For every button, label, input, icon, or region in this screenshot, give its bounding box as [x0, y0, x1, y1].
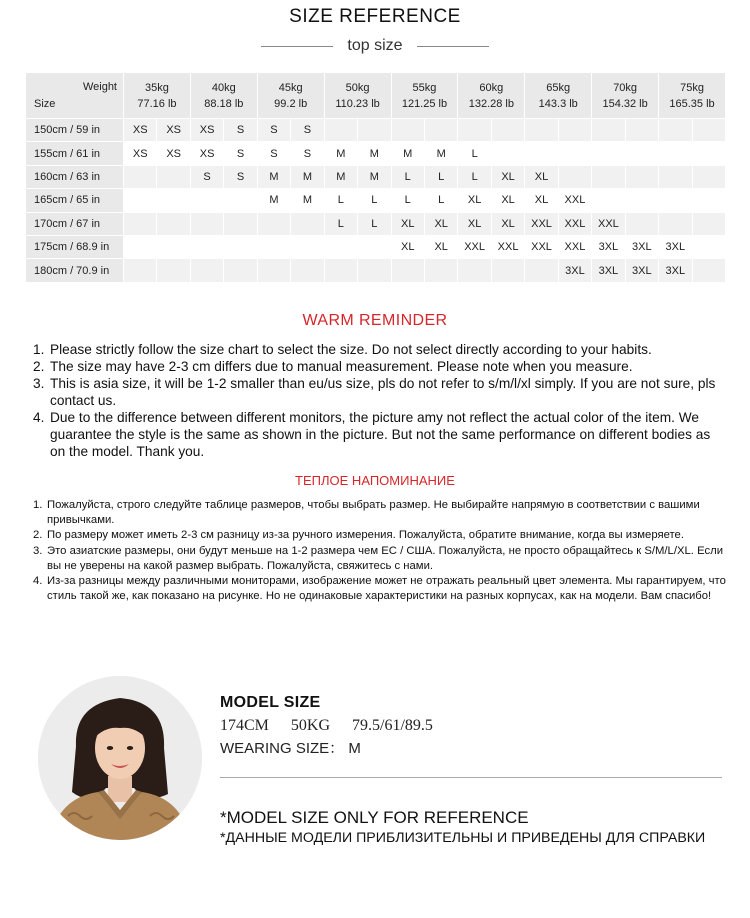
size-cell: S	[291, 142, 324, 165]
warm-reminder-number: 4.	[33, 410, 45, 425]
size-cell	[291, 235, 324, 258]
size-cell	[190, 189, 223, 212]
weight-kg: 35kg	[145, 81, 169, 94]
warm-reminder-list	[33, 341, 723, 460]
table-row	[26, 142, 726, 165]
size-cell: XXL	[558, 212, 591, 235]
size-cell	[124, 189, 157, 212]
size-cell	[224, 259, 257, 282]
size-cell	[157, 189, 190, 212]
size-cell: XL	[525, 165, 558, 188]
size-cell: 3XL	[592, 259, 625, 282]
ru-reminder-item	[33, 498, 733, 528]
weight-header	[391, 73, 458, 119]
size-cell	[124, 165, 157, 188]
size-cell	[692, 235, 725, 258]
size-cell	[558, 142, 591, 165]
size-cell	[124, 259, 157, 282]
size-cell: L	[324, 189, 357, 212]
size-cell: XL	[491, 165, 524, 188]
weight-lb: 154.32 lb	[602, 97, 648, 110]
weight-lb: 110.23 lb	[335, 97, 380, 110]
size-cell	[424, 259, 457, 282]
ru-reminder-number: 2.	[33, 529, 43, 542]
size-cell: XS	[190, 142, 223, 165]
weight-header	[592, 73, 659, 119]
weight-kg: 70kg	[613, 81, 638, 94]
size-cell: L	[424, 165, 457, 188]
weight-lb: 132.28 lb	[468, 97, 514, 110]
size-cell: XL	[391, 212, 424, 235]
size-cell: M	[324, 165, 357, 188]
model-photo	[38, 676, 202, 840]
size-chart	[25, 72, 726, 283]
weight-header	[190, 73, 257, 119]
size-cell	[592, 119, 625, 142]
size-cell	[592, 165, 625, 188]
size-cell: 3XL	[625, 259, 658, 282]
size-cell: XXL	[525, 235, 558, 258]
size-cell	[157, 212, 190, 235]
ru-reminder-item	[33, 574, 733, 604]
size-cell: S	[224, 165, 257, 188]
size-cell	[659, 189, 692, 212]
size-cell	[324, 119, 357, 142]
size-cell	[391, 259, 424, 282]
size-cell: 3XL	[659, 235, 692, 258]
size-cell: L	[358, 212, 391, 235]
size-cell: M	[424, 142, 457, 165]
size-cell	[659, 165, 692, 188]
weight-kg: 55kg	[412, 81, 437, 94]
size-cell: XL	[424, 235, 457, 258]
size-cell: XL	[525, 189, 558, 212]
size-cell	[157, 235, 190, 258]
ru-reminder-text: По размеру может иметь 2-3 см разницу из-за ручного измерения. Пожалуйста, обратите внимание, когда вы измеряете.	[47, 529, 684, 542]
height-label: 165cm / 65 in	[26, 189, 124, 212]
size-cell	[324, 235, 357, 258]
weight-lb: 99.2 lb	[274, 97, 308, 110]
size-cell: XS	[157, 142, 190, 165]
size-cell: XS	[124, 119, 157, 142]
weight-header	[659, 73, 726, 119]
size-cell	[692, 212, 725, 235]
size-cell	[458, 119, 491, 142]
warm-reminder-number: 3.	[33, 376, 45, 391]
size-chart-header-row	[26, 73, 726, 119]
size-cell	[525, 119, 558, 142]
size-cell	[692, 259, 725, 282]
ru-reminder-text: Пожалуйста, строго следуйте таблице размеров, чтобы выбрать размер. Не выбирайте напрямую в соответствии с вашими привычками.	[47, 499, 700, 527]
size-cell: M	[291, 165, 324, 188]
model-note-ru: *ДАННЫЕ МОДЕЛИ ПРИБЛИЗИТЕЛЬНЫ И ПРИВЕДЕНЫ ДЛЯ СПРАВКИ	[220, 830, 706, 846]
size-cell: XXL	[458, 235, 491, 258]
ru-reminder-item	[33, 544, 733, 574]
warm-reminder-title: WARM REMINDER	[302, 312, 448, 329]
size-cell	[224, 212, 257, 235]
weight-lb: 121.25 lb	[401, 97, 448, 110]
weight-kg: 65kg	[546, 81, 571, 94]
page-title: SIZE REFERENCE	[289, 6, 461, 27]
model-size-title: MODEL SIZE	[220, 694, 321, 711]
size-cell	[291, 259, 324, 282]
height-label: 180cm / 70.9 in	[26, 259, 124, 282]
size-cell	[124, 235, 157, 258]
size-cell	[257, 212, 290, 235]
weight-kg: 45kg	[278, 81, 303, 94]
size-cell: S	[257, 119, 290, 142]
weight-kg: 75kg	[680, 81, 704, 94]
size-cell	[625, 189, 658, 212]
height-label: 150cm / 59 in	[26, 119, 124, 142]
ru-reminder-list	[33, 498, 733, 604]
size-cell	[659, 119, 692, 142]
size-cell	[625, 165, 658, 188]
weight-lb: 77.16 lb	[137, 97, 177, 110]
divider-right	[417, 46, 489, 47]
size-cell: XL	[491, 212, 524, 235]
ru-reminder-text: Это азиатские размеры, они будут меньше на 1-2 размера чем ЕС / США. Пожалуйста, не просто обращайтесь к S/M/L/XL. Если вы не уверены на какой размер выбрать. Пожалуйста, свяжитесь с нами.	[47, 544, 724, 572]
warm-reminder-text: This is asia size, it will be 1-2 smaller than eu/us size, pls do not refer to s/m/l/xl simply. If you are not sure, pls contact us.	[50, 376, 716, 408]
size-cell	[625, 212, 658, 235]
warm-reminder-item	[33, 358, 723, 375]
size-cell: 3XL	[592, 235, 625, 258]
size-cell: XXL	[592, 212, 625, 235]
size-cell	[358, 119, 391, 142]
size-cell	[190, 259, 223, 282]
size-cell: XS	[124, 142, 157, 165]
warm-reminder-number: 2.	[33, 359, 45, 374]
ru-reminder-number: 4.	[33, 575, 43, 588]
warm-reminder-text: Due to the difference between different monitors, the picture amy not reflect the actual color of the item. We guarantee the style is the same as shown in the picture. But not the same performance on different bodies as on the model. Thank you.	[50, 410, 711, 459]
size-cell	[190, 212, 223, 235]
weight-header	[124, 73, 191, 119]
subtitle-row	[0, 37, 750, 55]
weight-header	[458, 73, 525, 119]
size-cell	[558, 119, 591, 142]
size-cell	[124, 212, 157, 235]
warm-reminder-item	[33, 375, 723, 409]
size-cell	[558, 165, 591, 188]
weight-header	[525, 73, 592, 119]
model-wearing-size: WEARING SIZE： M	[220, 740, 361, 757]
size-cell	[491, 259, 524, 282]
size-cell	[592, 142, 625, 165]
size-cell	[224, 189, 257, 212]
size-cell: XL	[391, 235, 424, 258]
size-cell: XXL	[525, 212, 558, 235]
size-cell: 3XL	[558, 259, 591, 282]
size-cell: XS	[157, 119, 190, 142]
size-cell: L	[391, 165, 424, 188]
weight-kg: 60kg	[479, 81, 504, 94]
weight-lb: 165.35 lb	[669, 97, 715, 110]
size-cell: 3XL	[625, 235, 658, 258]
divider-left	[261, 46, 333, 47]
size-cell	[592, 189, 625, 212]
size-cell	[659, 142, 692, 165]
size-cell: M	[324, 142, 357, 165]
size-cell	[692, 142, 725, 165]
size-cell: L	[324, 212, 357, 235]
weight-lb: 88.18 lb	[204, 97, 244, 110]
warm-reminder-item	[33, 409, 723, 460]
size-cell: XL	[458, 212, 491, 235]
model-height: 174CM	[220, 717, 269, 734]
ru-reminder-number: 3.	[33, 544, 43, 557]
height-label: 155cm / 61 in	[26, 142, 124, 165]
table-row	[26, 212, 726, 235]
size-cell: XL	[424, 212, 457, 235]
size-cell	[157, 259, 190, 282]
size-cell: M	[358, 165, 391, 188]
warm-reminder-number: 1.	[33, 342, 45, 357]
size-cell	[625, 119, 658, 142]
size-cell	[625, 142, 658, 165]
size-cell: S	[291, 119, 324, 142]
height-label: 175cm / 68.9 in	[26, 235, 124, 258]
size-cell	[391, 119, 424, 142]
size-cell	[257, 235, 290, 258]
height-label: 160cm / 63 in	[26, 165, 124, 188]
table-row	[26, 189, 726, 212]
ru-reminder-item	[33, 528, 733, 543]
size-cell	[659, 212, 692, 235]
ru-reminder-number: 1.	[33, 499, 43, 511]
size-cell	[491, 142, 524, 165]
weight-header	[257, 73, 324, 119]
model-divider	[220, 777, 722, 778]
size-cell: XS	[190, 119, 223, 142]
size-cell: XXL	[558, 235, 591, 258]
warm-reminder-text: Please strictly follow the size chart to select the size. Do not select directly according to your habits.	[50, 342, 652, 357]
size-cell	[692, 119, 725, 142]
size-cell	[257, 259, 290, 282]
table-row	[26, 259, 726, 282]
size-cell: M	[358, 142, 391, 165]
height-label: 170cm / 67 in	[26, 212, 124, 235]
weight-lb: 143.3 lb	[538, 97, 578, 110]
size-cell: L	[458, 142, 491, 165]
size-cell	[358, 235, 391, 258]
size-cell	[324, 259, 357, 282]
size-cell	[525, 259, 558, 282]
weight-label: Weight	[82, 81, 117, 93]
size-cell: L	[458, 165, 491, 188]
size-cell: M	[257, 165, 290, 188]
ru-reminder-title: ТЕПЛОЕ НАПОМИНАНИЕ	[295, 473, 455, 488]
table-row	[26, 165, 726, 188]
warm-reminder-item	[33, 341, 723, 358]
weight-kg: 40kg	[211, 81, 236, 94]
size-cell: M	[257, 189, 290, 212]
size-cell: M	[391, 142, 424, 165]
weight-header	[324, 73, 391, 119]
size-cell	[424, 119, 457, 142]
size-cell	[525, 142, 558, 165]
size-cell: 3XL	[659, 259, 692, 282]
size-cell: S	[257, 142, 290, 165]
size-cell	[190, 235, 223, 258]
size-cell: S	[224, 119, 257, 142]
size-cell: L	[358, 189, 391, 212]
size-cell: XL	[458, 189, 491, 212]
table-row	[26, 119, 726, 142]
model-weight: 50KG	[290, 717, 331, 734]
model-note-en: *MODEL SIZE ONLY FOR REFERENCE	[220, 808, 529, 827]
size-cell	[491, 119, 524, 142]
weight-kg: 50kg	[345, 81, 370, 94]
size-cell	[458, 259, 491, 282]
size-cell: L	[391, 189, 424, 212]
size-cell: XL	[491, 189, 524, 212]
model-measurements: 79.5/61/89.5	[352, 717, 433, 734]
size-cell: M	[291, 189, 324, 212]
size-cell	[692, 165, 725, 188]
warm-reminder-text: The size may have 2-3 cm differs due to manual measurement. Please note when you measure.	[50, 359, 633, 374]
size-cell	[224, 235, 257, 258]
size-cell	[157, 165, 190, 188]
size-cell: XXL	[558, 189, 591, 212]
size-cell	[358, 259, 391, 282]
size-cell: S	[190, 165, 223, 188]
size-cell: XXL	[491, 235, 524, 258]
size-cell	[692, 189, 725, 212]
size-cell	[291, 212, 324, 235]
page-subtitle: top size	[347, 37, 403, 54]
model-stats	[220, 717, 451, 735]
size-cell: S	[224, 142, 257, 165]
table-row	[26, 235, 726, 258]
size-cell: L	[424, 189, 457, 212]
size-label: Size	[34, 98, 56, 110]
size-chart-corner	[26, 73, 124, 119]
ru-reminder-text: Из-за разницы между различными мониторами, изображение может не отражать реальный цвет элемента. Мы гарантируем, что стиль такой же, как показано на рисунке. Но не одинаковые характеристики на разных корпусах, как на модели. Вам спасибо!	[47, 575, 726, 603]
